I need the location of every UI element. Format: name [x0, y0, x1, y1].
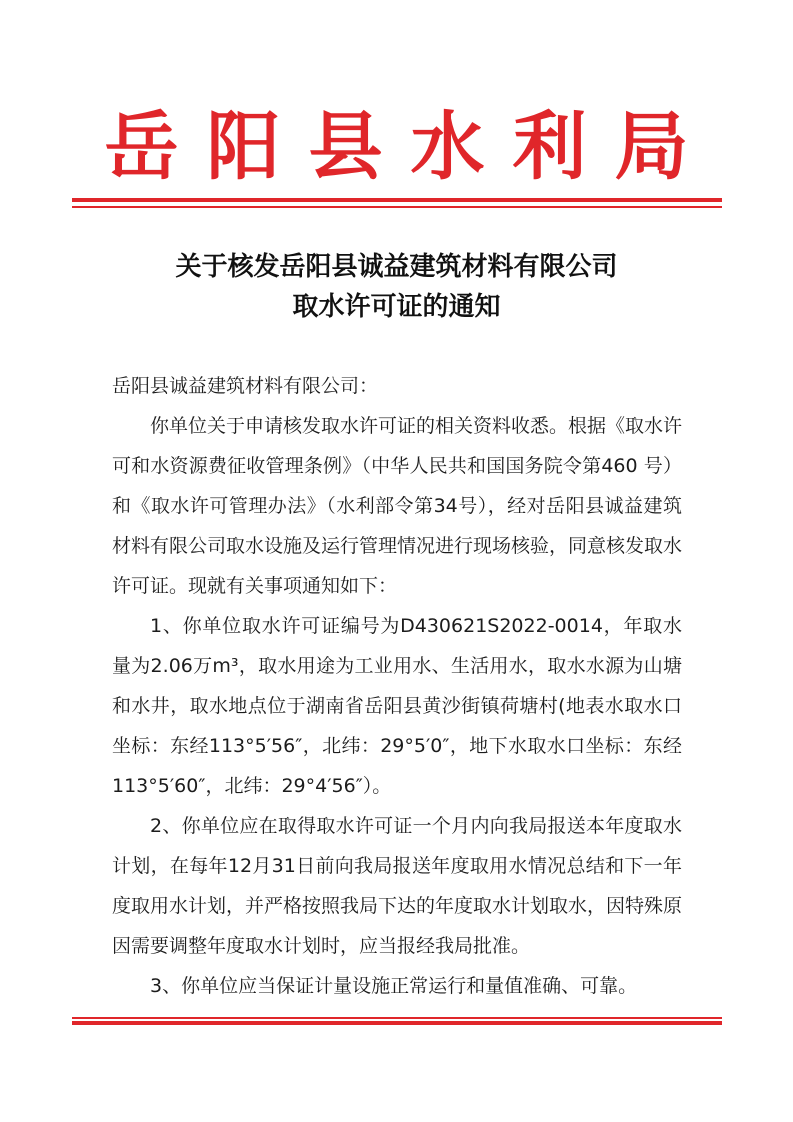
footer-rule-thick: [72, 1021, 722, 1025]
paragraph-intro: 你单位关于申请核发取水许可证的相关资料收悉。根据《取水许可和水资源费征收管理条例》（中华人民共和国国务院令第460 号）和《取水许可管理办法》（水利部令第34号），经对岳阳县诚益建筑材料有限公司取水设施及运行管理情况进行现场核验，同意核发取水许可证。现就有关事项通知如下：: [112, 415, 683, 597]
document-title-line-1: 关于核发岳阳县诚益建筑材料有限公司: [175, 252, 618, 282]
letterhead: [0, 100, 793, 194]
document-body: [112, 366, 682, 1006]
footer-rule-thin: [72, 1017, 722, 1019]
paragraph-item-2: 2、你单位应在取得取水许可证一个月内向我局报送本年度取水计划，在每年12月31日前向我局报送年度取用水情况总结和下一年度取用水计划，并严格按照我局下达的年度取水计划取水，因特殊原因需要调整年度取水计划时，应当报经我局批准。: [112, 815, 683, 957]
paragraph-item-1: 1、你单位取水许可证编号为D430621S2022-0014，年取水量为2.06万m³，取水用途为工业用水、生活用水，取水水源为山塘和水井，取水地点位于湖南省岳阳县黄沙街镇荷塘村(地表水取水口坐标：东经113°5′56″，北纬：29°5′0″，地下水取水口坐标：东经113°5′60″，北纬：29°4′56″）。: [112, 615, 682, 797]
letterhead-rule-thin: [72, 206, 722, 208]
document-title-line-2: 取水许可证的通知: [292, 292, 501, 322]
agency-name: 岳阳县水利局: [104, 104, 717, 190]
paragraph-item-3: 3、你单位应当保证计量设施正常运行和量值准确、可靠。: [150, 975, 638, 997]
letterhead-rule-thick: [72, 198, 722, 202]
salutation: 岳阳县诚益建筑材料有限公司：: [112, 375, 379, 397]
